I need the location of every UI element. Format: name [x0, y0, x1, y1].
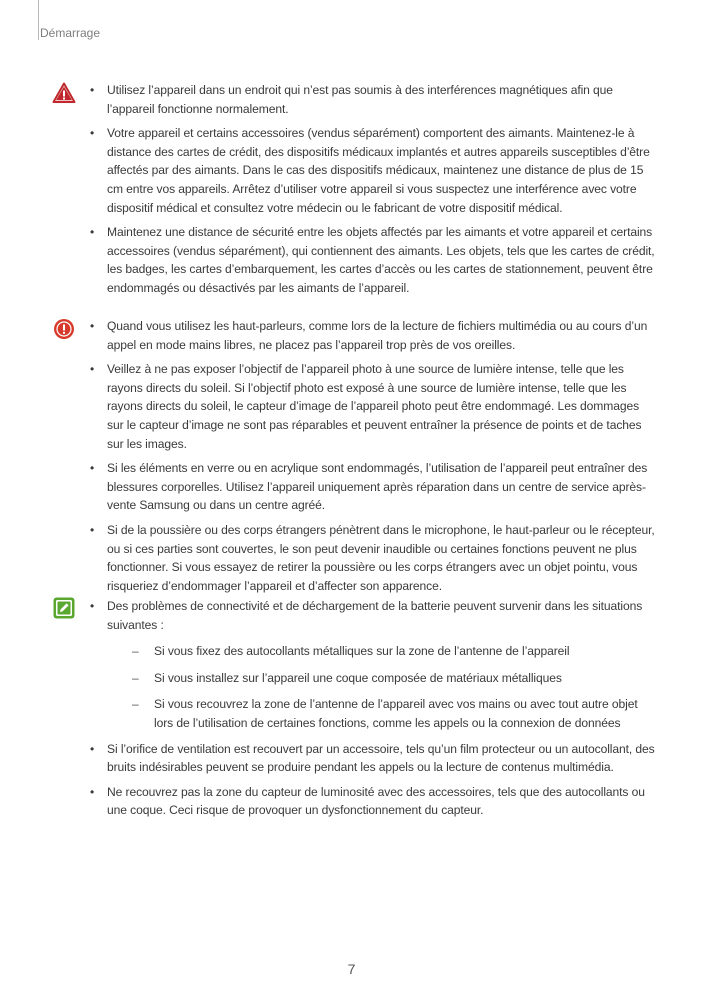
section-header: Démarrage: [40, 26, 101, 40]
note-list: [90, 597, 656, 826]
list-item: • Ne recouvrez pas la zone du capteur de luminosité avec des accessoires, tels que des autocollants ou une coque. Ceci risque de provoquer un dysfonctionnement du capteur.: [90, 784, 645, 818]
sub-list-item: – Si vous recouvrez la zone de l’antenne de l’appareil avec vos mains ou avec tout autre objet lors de l’utilisation de certaines fonctions, comme les appels ou la connexion de données: [132, 697, 638, 730]
list-item: • Si de la poussière ou des corps étrangers pénètrent dans le microphone, le haut-parleur ou le récepteur, ou si ces parties sont couvertes, le son peut devenir inaudible ou certaines fonctions peuvent ne plus fonctionner. Si vous essayez de retirer la poussière ou les corps étrangers avec un objet pointu, vous risqueriez d’endommager l’appareil et d’affecter son apparence.: [90, 522, 655, 593]
note-pencil-icon: [52, 596, 76, 620]
caution-list: [90, 317, 656, 601]
list-item: • Des problèmes de connectivité et de déchargement de la batterie peuvent survenir dans les situations suivantes : – Si vous fixez des autocollants métalliques sur la zone de l’antenne de l’appareil – Si vous installez sur l’appareil une coque composée de matériaux métalliques – Si vous recouvrez la zone de l’antenne de l’appareil avec vos mains ou avec tout autre objet lors de l’utilisation de certaines fonctions, comme les appels ou la connexion de données: [90, 597, 656, 733]
sub-list-item: – Si vous fixez des autocollants métalliques sur la zone de l’antenne de l’appareil: [132, 644, 570, 659]
list-item: • Quand vous utilisez les haut-parleurs, comme lors de la lecture de fichiers multimédia ou au cours d’un appel en mode mains libres, ne placez pas l’appareil trop près de vos oreilles.: [90, 319, 648, 352]
warning-list: [90, 81, 656, 304]
page-margin-rule: [38, 0, 39, 40]
warning-triangle-icon: [52, 81, 76, 105]
list-item: • Veillez à ne pas exposer l’objectif de l’appareil photo à une source de lumière intense, telle que les rayons directs du soleil. Si l’objectif photo est exposé à une source de lumière intense, telle que les rayons directs du soleil, le capteur d’image de l’appareil photo peut être endommagé. Les dommages sur le capteur d’image ne sont pas réparables et peuvent entraîner la présence de points et de taches sur les images.: [90, 362, 642, 451]
sub-list-item: – Si vous installez sur l’appareil une coque composée de matériaux métalliques: [132, 670, 562, 685]
list-item: • Si les éléments en verre ou en acrylique sont endommagés, l’utilisation de l’appareil peut entraîner des blessures corporelles. Utilisez l’appareil uniquement après réparation dans un centre de service après-vente Samsung ou dans un centre agréé.: [90, 461, 648, 513]
list-item: • Maintenez une distance de sécurité entre les objets affectés par les aimants et votre appareil et certains accessoires (vendus séparément), qui contiennent des aimants. Les objets, tels que les cartes de crédit, les badges, les cartes d’embarquement, les cartes d’accès ou les cartes de stationnement, peuvent être endommagés ou désactivés par les aimants de l’appareil.: [90, 225, 655, 295]
list-item: • Si l’orifice de ventilation est recouvert par un accessoire, tels qu’un film protecteur ou un autocollant, des bruits indésirables peuvent se produire pendant les appels ou la lecture de contenus multimédia.: [90, 741, 655, 775]
list-item: • Utilisez l’appareil dans un endroit qui n’est pas soumis à des interférences magnétiques afin que l’appareil fonctionne normalement.: [90, 83, 613, 116]
caution-exclamation-icon: [52, 317, 76, 341]
page-number: 7: [347, 961, 356, 977]
list-item: • Votre appareil et certains accessoires (vendus séparément) comportent des aimants. Maintenez-le à distance des cartes de crédit, des dispositifs médicaux implantés et autres appareils susceptibles d’être affectés par des aimants. Dans le cas des dispositifs médicaux, maintenez une distance de plus de 15 cm entre vos appareils. Arrêtez d’utiliser votre appareil si vous suspectez une interférence avec votre dispositif médical et consultez votre médecin ou le fabricant de votre dispositif médical.: [90, 126, 650, 215]
